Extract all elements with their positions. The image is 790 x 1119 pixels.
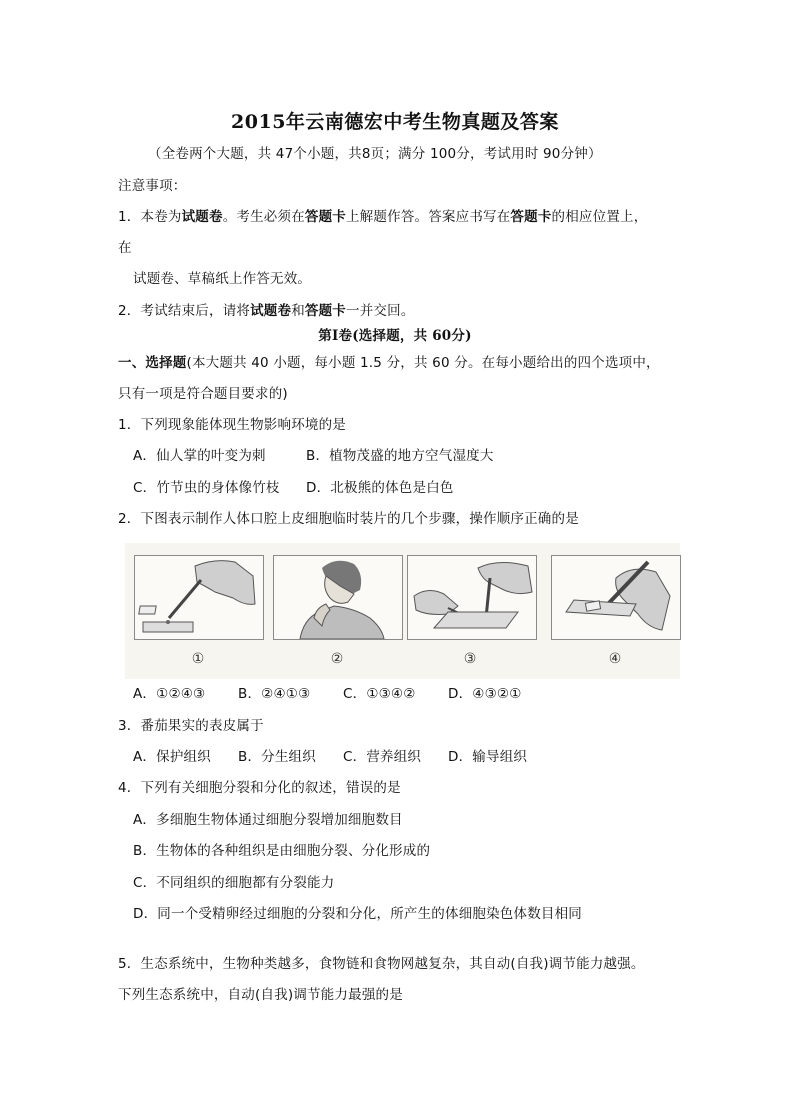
- notice-text: 上解题作答。答案应书写在: [346, 209, 511, 225]
- figure-panel-3: [407, 555, 537, 640]
- question-3-option-b: B．分生组织: [238, 749, 316, 765]
- question-2-option-d: D．④③②①: [448, 686, 522, 702]
- part-heading: 第Ⅰ卷(选择题，共 60分): [318, 328, 472, 344]
- question-4-stem: 4．下列有关细胞分裂和分化的叙述，错误的是: [118, 780, 401, 796]
- question-2-option-a: A．①②④③: [133, 686, 206, 702]
- question-3-option-d: D．输导组织: [448, 749, 528, 765]
- figure-label-1: ①: [191, 651, 205, 667]
- question-4-option-c: C．不同组织的细胞都有分裂能力: [133, 875, 335, 891]
- document-subtitle: （全卷两个大题，共 47个小题，共8页；满分 100分，考试用时 90分钟）: [148, 146, 602, 162]
- question-1-option-a: A．仙人掌的叶变为刺: [133, 448, 266, 464]
- question-3-stem: 3．番茄果实的表皮属于: [118, 718, 264, 734]
- figure-panel-4: [551, 555, 681, 640]
- question-4-option-b: B．生物体的各种组织是由细胞分裂、分化形成的: [133, 843, 431, 859]
- notice-item-1: [118, 208, 647, 226]
- notice-bold: 试题卷: [181, 209, 223, 225]
- notice-text: 。考生必须在: [222, 209, 305, 225]
- section-one-desc-cont: 只有一项是符合题目要求的): [118, 386, 288, 402]
- notice-item-1-continued: 试题卷、草稿纸上作答无效。: [133, 271, 312, 287]
- section-label: 一、选择题: [118, 355, 187, 371]
- figure-label-2: ②: [330, 651, 344, 667]
- question-3-option-a: A．保护组织: [133, 749, 211, 765]
- notice-text: 1．本卷为: [118, 209, 182, 225]
- question-2-stem: 2．下图表示制作人体口腔上皮细胞临时装片的几个步骤，操作顺序正确的是: [118, 511, 579, 527]
- notice-bold: 答题卡: [510, 209, 552, 225]
- figure-label-4: ④: [608, 651, 622, 667]
- document-title: 2015年云南德宏中考生物真题及答案: [231, 111, 559, 133]
- notice-bold: 试题卷: [250, 303, 292, 319]
- notice-text: 的相应位置上，: [551, 209, 648, 225]
- question-2-option-b: B．②④①③: [238, 686, 311, 702]
- notice-bold: 答题卡: [304, 303, 347, 319]
- question-1-option-c: C．竹节虫的身体像竹枝: [133, 480, 280, 496]
- question-4-option-d: D．同一个受精卵经过细胞的分裂和分化，所产生的体细胞染色体数目相同: [133, 906, 582, 922]
- dropper-slide-illustration: [135, 556, 263, 639]
- notice-item-1-wrap: 在: [118, 240, 132, 256]
- question-2-option-c: C．①③④②: [343, 686, 416, 702]
- question-3-option-c: C．营养组织: [343, 749, 422, 765]
- figure-panel-1: [134, 555, 264, 640]
- question-4-option-a: A．多细胞生物体通过细胞分裂增加细胞数目: [133, 812, 403, 828]
- notice-bold: 答题卡: [304, 209, 347, 225]
- notice-item-2: [118, 302, 415, 320]
- scrape-cells-illustration: [408, 556, 536, 639]
- notice-heading: 注意事项：: [118, 178, 187, 194]
- question-1-option-d: D．北极熊的体色是白色: [306, 480, 454, 496]
- question-5-stem-cont: 下列生态系统中，自动(自我)调节能力最强的是: [118, 987, 403, 1003]
- figure-panel-2: [273, 555, 403, 640]
- question-1-stem: 1．下列现象能体现生物影响环境的是: [118, 417, 346, 433]
- figure-label-3: ③: [463, 651, 477, 667]
- question-1-option-b: B．植物茂盛的地方空气湿度大: [306, 448, 494, 464]
- section-desc: (本大题共 40 小题，每小题 1.5 分，共 60 分。在每小题给出的四个选项中，: [186, 355, 660, 371]
- cover-slip-illustration: [552, 556, 680, 639]
- notice-text: 和: [291, 303, 305, 319]
- notice-text: 一并交回。: [346, 303, 415, 319]
- notice-text: 2．考试结束后，请将: [118, 303, 251, 319]
- section-one-heading: [118, 354, 660, 372]
- question-2-figure: [125, 543, 680, 679]
- boy-rinsing-illustration: [274, 556, 402, 639]
- question-5-stem: 5．生态系统中，生物种类越多，食物链和食物网越复杂，其自动(自我)调节能力越强。: [118, 956, 645, 972]
